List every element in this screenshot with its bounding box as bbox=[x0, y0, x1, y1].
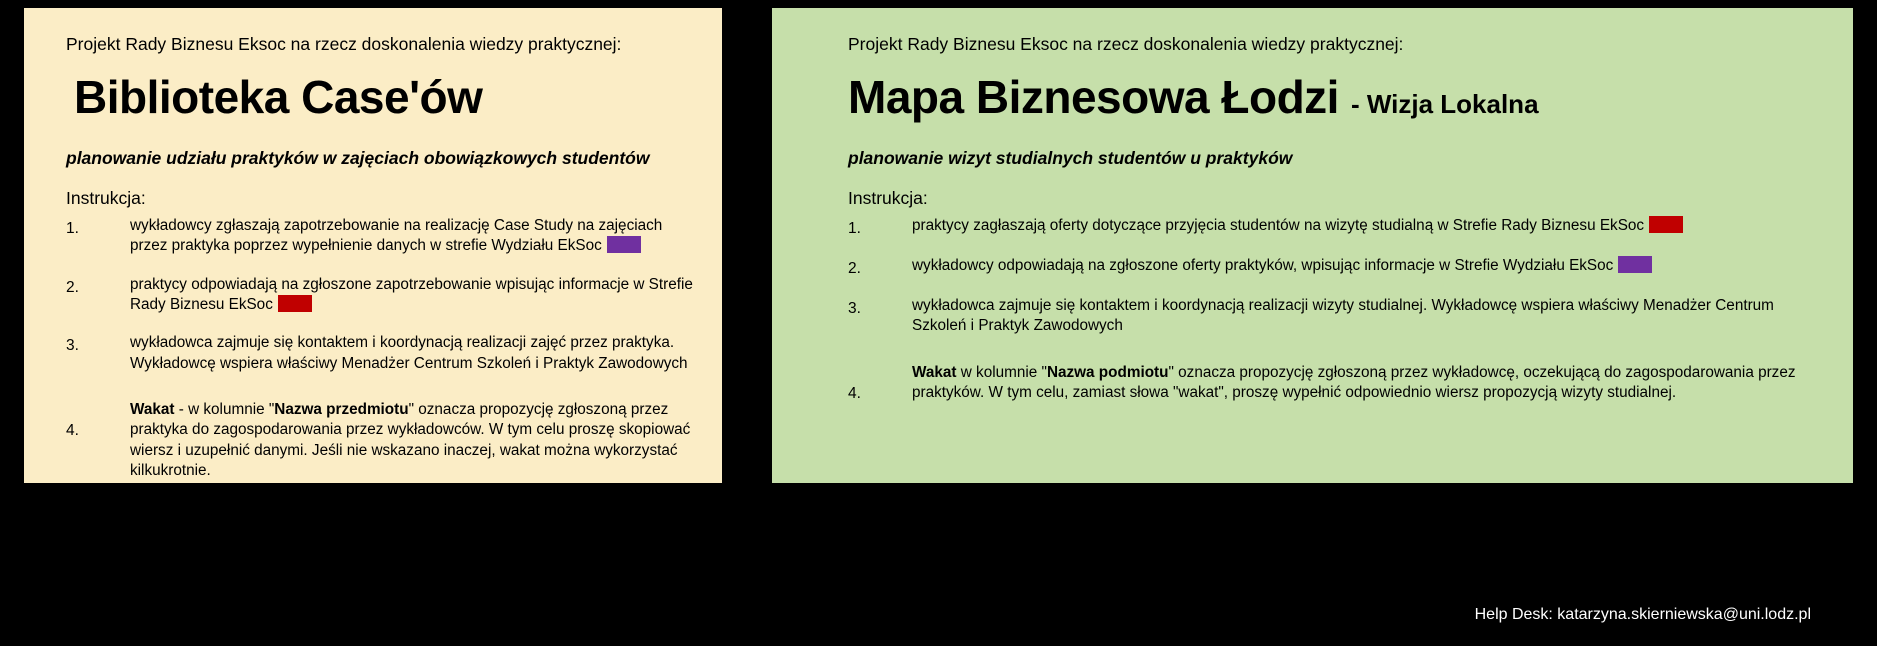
list-item-text-content: wykładowca zajmuje się kontaktem i koordynacją realizacji wizyty studialnej. Wykładowcę wspiera właściwy Menadżer Centrum Szkoleń i Praktyk Zawodowych bbox=[912, 297, 1774, 335]
list-item-number: 3. bbox=[66, 337, 79, 355]
right-panel-title: Mapa Biznesowa Łodzi bbox=[848, 71, 1339, 123]
wakat-tail-text: " oznacza propozycję zgłoszoną przez wykładowcę, oczekującą do zagospodarowania przez praktyków. W tym celu, zamiast słowa "wakat", proszę wypełnić odpowiednio wiersz propozycją wizyty studialnej. bbox=[912, 363, 1796, 402]
list-item-text bbox=[130, 400, 698, 481]
list-item-text bbox=[912, 256, 1813, 276]
list-item-text bbox=[130, 333, 698, 374]
list-item bbox=[772, 296, 1853, 337]
list-item-text bbox=[912, 216, 1813, 236]
list-item-text-content: wykładowcy zgłaszają zapotrzebowanie na realizację Case Study na zajęciach przez praktyka poprzez wypełnienie danych w strefie Wydziału EkSoc bbox=[130, 217, 663, 255]
list-item bbox=[24, 333, 722, 374]
left-panel-subtitle: planowanie udziału praktyków w zajęciach obowiązkowych studentów bbox=[66, 148, 650, 168]
left-panel-steps bbox=[24, 216, 722, 481]
purple-color-chip bbox=[1618, 256, 1652, 273]
wakat-keyword: Wakat bbox=[130, 401, 175, 419]
list-item bbox=[772, 256, 1853, 278]
list-item-number: 2. bbox=[848, 260, 861, 277]
left-panel-title-row bbox=[74, 70, 482, 124]
list-item bbox=[24, 275, 722, 316]
left-panel-title: Biblioteka Case'ów bbox=[74, 71, 483, 123]
red-color-chip bbox=[1649, 216, 1683, 233]
list-item-text bbox=[912, 296, 1813, 337]
list-item-text bbox=[130, 275, 698, 316]
wakat-tail-text: " oznacza propozycję zgłoszoną przez praktyka do zagospodarowania przez wykładowców. W tym celu proszę skopiować wiersz i uzupełnić danymi. Jeśli nie wskazano inaczej, wakat można wykorzystać kilkukrotnie. bbox=[130, 401, 691, 480]
list-item-text-content: wykładowca zajmuje się kontaktem i koordynacją realizacji zajęć przez praktyka. Wykładowcę wspiera właściwy Menadżer Centrum Szkoleń i Praktyk Zawodowych bbox=[130, 334, 688, 372]
list-item-number: 4. bbox=[66, 422, 79, 440]
list-item bbox=[24, 400, 722, 481]
list-item bbox=[772, 363, 1853, 404]
left-panel-kicker: Projekt Rady Biznesu Eksoc na rzecz doskonalenia wiedzy praktycznej: bbox=[66, 34, 622, 54]
list-item-number: 3. bbox=[848, 300, 861, 317]
column-name-keyword: Nazwa podmiotu bbox=[1046, 363, 1169, 381]
right-panel-title-suffix: - Wizja Lokalna bbox=[1350, 89, 1539, 119]
right-panel-title-row bbox=[848, 70, 1539, 124]
list-item-text bbox=[912, 363, 1813, 404]
right-panel bbox=[772, 8, 1853, 483]
list-item-number: 2. bbox=[66, 278, 79, 296]
list-item-text-content: praktycy odpowiadają na zgłoszone zapotrzebowanie wpisując informacje w Strefie Rady Biznesu EkSoc bbox=[130, 275, 693, 314]
list-item-number: 1. bbox=[66, 220, 79, 237]
list-item-number: 4. bbox=[848, 384, 861, 402]
left-panel-instruction-label: Instrukcja: bbox=[66, 188, 146, 208]
right-panel-subtitle: planowanie wizyt studialnych studentów u praktyków bbox=[848, 148, 1293, 168]
left-panel bbox=[24, 8, 722, 483]
wakat-keyword: Wakat bbox=[912, 363, 957, 381]
list-item-text-content: praktycy zagłaszają oferty dotyczące przyjęcia studentów na wizytę studialną w Strefie Rady Biznesu EkSoc bbox=[912, 217, 1645, 234]
right-panel-instruction-label: Instrukcja: bbox=[848, 188, 928, 208]
purple-color-chip bbox=[607, 236, 641, 253]
right-panel-steps bbox=[772, 216, 1853, 403]
column-name-keyword: Nazwa przedmiotu bbox=[274, 401, 409, 419]
list-item-number: 1. bbox=[848, 220, 861, 237]
list-item-text bbox=[130, 216, 698, 257]
wakat-mid-text: - w kolumnie " bbox=[174, 401, 275, 419]
wakat-mid-text: w kolumnie " bbox=[956, 363, 1047, 381]
list-item-text-content: wykładowcy odpowiadają na zgłoszone oferty praktyków, wpisując informacje w Strefie Wydziału EkSoc bbox=[912, 257, 1614, 274]
right-panel-kicker: Projekt Rady Biznesu Eksoc na rzecz doskonalenia wiedzy praktycznej: bbox=[848, 34, 1404, 54]
list-item bbox=[24, 216, 722, 257]
help-desk-footer: Help Desk: katarzyna.skierniewska@uni.lodz.pl bbox=[1474, 606, 1811, 623]
list-item bbox=[772, 216, 1853, 238]
red-color-chip bbox=[278, 295, 312, 312]
